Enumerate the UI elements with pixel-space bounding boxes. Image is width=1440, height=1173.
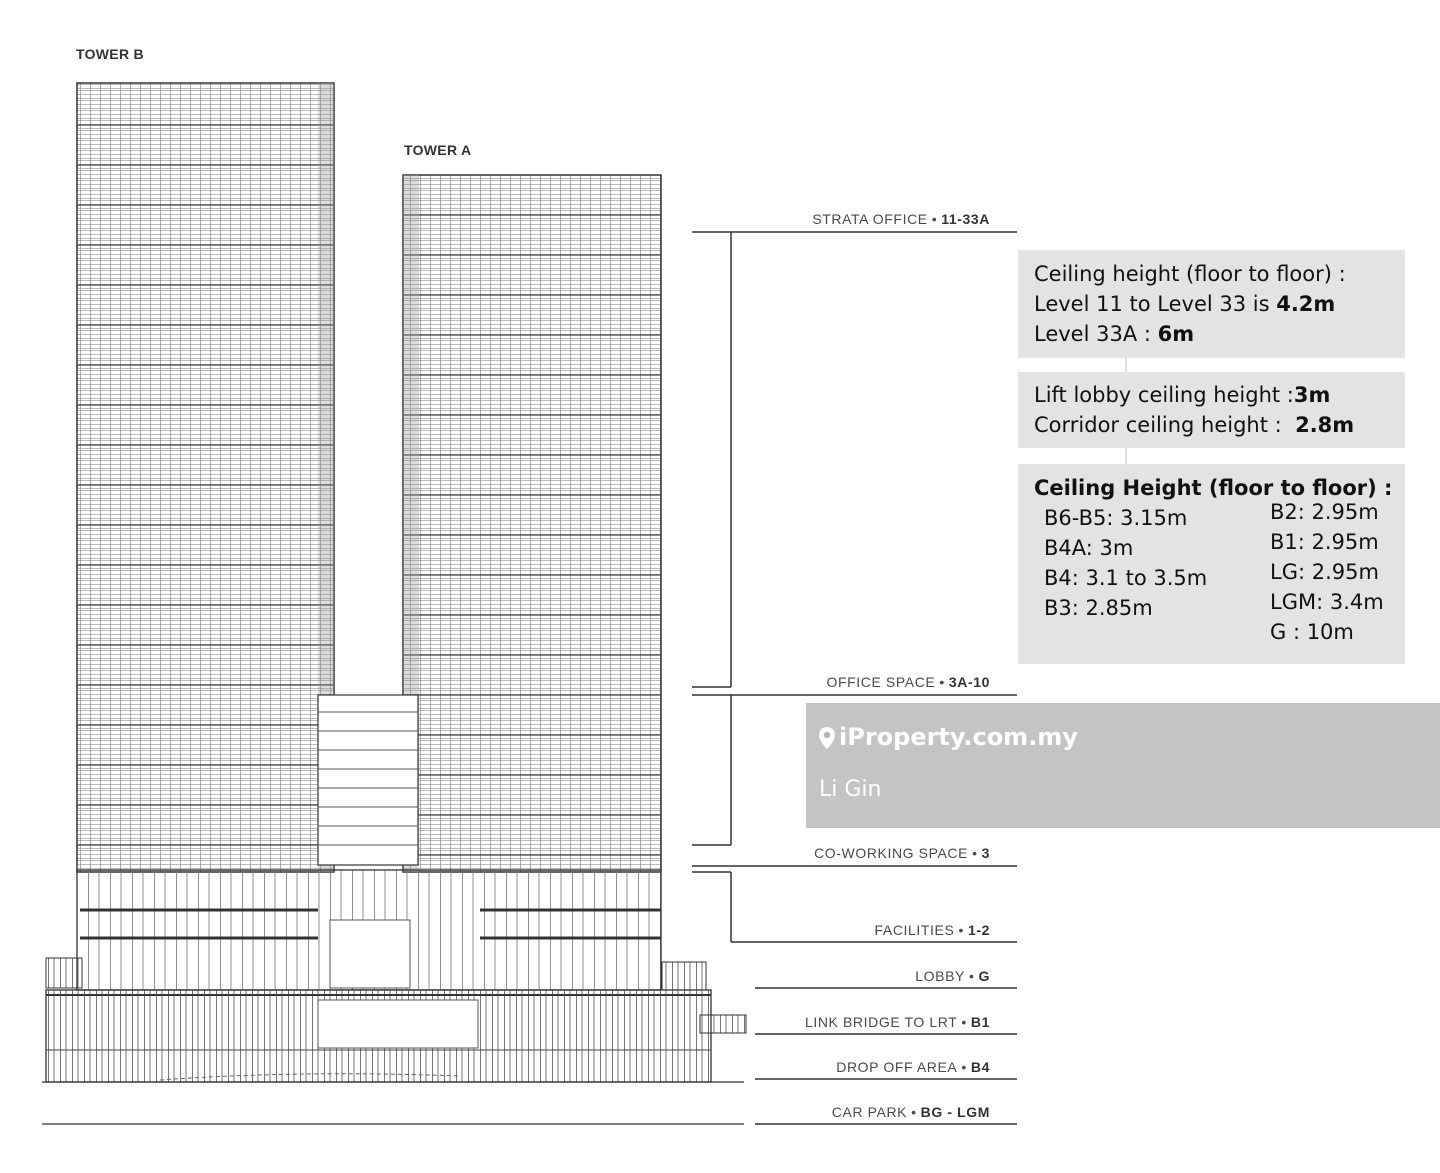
ceiling-lg: LG: 2.95m <box>1270 560 1379 584</box>
tower-a-label: TOWER A <box>404 142 472 158</box>
watermark-agent-name: Li Gin <box>819 777 882 802</box>
ceiling-lgm: LGM: 3.4m <box>1270 590 1384 614</box>
ceiling-b1: B1: 2.95m <box>1270 530 1379 554</box>
ceiling-g: G : 10m <box>1270 620 1354 644</box>
core-connector <box>318 695 418 865</box>
tower-b-facade <box>77 83 334 872</box>
basement-ceiling-title: Ceiling Height (floor to floor) : <box>1034 476 1393 500</box>
ceiling-b4: B4: 3.1 to 3.5m <box>1044 566 1208 590</box>
floor-label-office-space: OFFICE SPACE • 3A-10 <box>826 674 990 690</box>
strata-ceiling-line-3: Level 33A : 6m <box>1034 322 1195 346</box>
iproperty-watermark <box>806 703 1440 828</box>
ceiling-b4a: B4A: 3m <box>1044 536 1134 560</box>
floor-label-lobby: LOBBY • G <box>915 968 990 984</box>
floor-label-car-park: CAR PARK • BG - LGM <box>831 1104 990 1120</box>
basement-ceiling-info-box <box>1018 464 1405 664</box>
tower-b-label: TOWER B <box>76 46 144 62</box>
floor-label-facilities: FACILITIES • 1-2 <box>874 922 990 938</box>
lift-lobby-info-box <box>1018 372 1405 448</box>
basement-levels <box>42 990 746 1124</box>
ceiling-b6-b5: B6-B5: 3.15m <box>1044 506 1188 530</box>
floor-label-strata-office: STRATA OFFICE • 11-33A <box>812 211 990 227</box>
floor-label-co-working-space: CO-WORKING SPACE • 3 <box>814 845 990 861</box>
basement-ceiling-left-column <box>1044 503 1207 623</box>
floor-label-drop-off-area: DROP OFF AREA • B4 <box>836 1059 990 1075</box>
location-pin-icon <box>818 726 836 750</box>
ceiling-b2: B2: 2.95m <box>1270 500 1379 524</box>
podium <box>46 870 706 990</box>
corridor-line: Corridor ceiling height : 2.8m <box>1034 413 1355 437</box>
tower-a-facade <box>403 175 661 872</box>
watermark-brand: iProperty.com.my <box>818 723 1078 751</box>
strata-ceiling-line-1: Ceiling height (floor to floor) : <box>1034 262 1346 286</box>
ceiling-b3: B3: 2.85m <box>1044 596 1153 620</box>
floor-label-link-bridge: LINK BRIDGE TO LRT • B1 <box>804 1014 990 1030</box>
strata-ceiling-info-box <box>1018 250 1405 358</box>
lift-lobby-line: Lift lobby ceiling height :3m <box>1034 383 1331 407</box>
strata-ceiling-line-2: Level 11 to Level 33 is 4.2m <box>1034 292 1336 316</box>
basement-ceiling-right-column <box>1270 497 1384 647</box>
